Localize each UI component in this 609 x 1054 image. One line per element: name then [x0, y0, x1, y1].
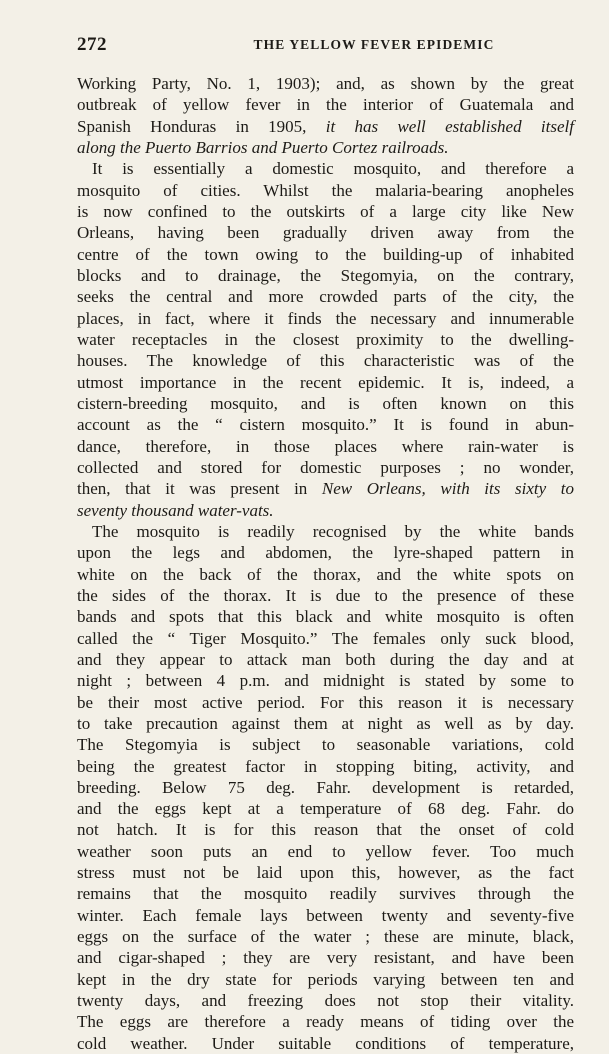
text-line-roman: outbreak of yellow fever in the interior of Guatemala and — [77, 95, 574, 115]
text-line — [77, 372, 574, 393]
body-text — [77, 73, 574, 1054]
text-line-roman: collected and stored for domestic purposes ; no wonder, — [77, 457, 574, 477]
text-line-roman: Working Party, No. 1, 1903); and, as shown by the great — [77, 74, 574, 93]
text-line — [77, 201, 574, 222]
text-line — [77, 265, 574, 286]
text-line — [77, 628, 574, 649]
text-line — [77, 692, 574, 713]
text-line — [77, 94, 574, 115]
text-line — [77, 180, 574, 201]
text-line — [77, 137, 574, 158]
text-line — [77, 329, 574, 350]
text-line — [77, 883, 574, 904]
text-line-roman: upon the legs and abdomen, the lyre-shaped pattern in — [77, 543, 574, 563]
text-line-roman: called the “ Tiger Mosquito.” The females only suck blood, — [77, 628, 574, 648]
text-line — [77, 222, 574, 243]
text-line-roman: The eggs are therefore a ready means of tiding over the — [77, 1012, 574, 1032]
text-line — [77, 649, 574, 670]
text-line — [77, 564, 574, 585]
text-line-italic: along the Puerto Barrios and Puerto Cortez railroads. — [77, 137, 449, 157]
text-line — [77, 670, 574, 691]
text-line — [77, 414, 574, 435]
text-line — [77, 308, 574, 329]
text-line-roman: white on the back of the thorax, and the white spots on — [77, 564, 574, 584]
text-line-roman: The Stegomyia is subject to seasonable variations, cold — [77, 735, 574, 755]
text-line — [77, 521, 574, 542]
text-line-italic: seventy thousand water-vats. — [77, 500, 274, 520]
text-line-roman: It is essentially a domestic mosquito, and therefore a — [92, 159, 574, 179]
text-line-roman: Orleans, having been gradually driven away from the — [77, 223, 574, 243]
text-line — [77, 990, 574, 1011]
text-line-roman: Spanish Honduras in 1905, — [77, 116, 326, 136]
text-line — [77, 756, 574, 777]
text-line-roman: cold weather. Under suitable conditions of temperature, — [77, 1033, 574, 1053]
text-line — [77, 286, 574, 307]
text-line — [77, 734, 574, 755]
text-line — [77, 457, 574, 478]
text-line — [77, 244, 574, 265]
text-line-roman: to take precaution against them at night as well as by day. — [77, 713, 574, 733]
text-line — [77, 158, 574, 179]
text-line — [77, 819, 574, 840]
text-line — [77, 947, 574, 968]
text-line — [77, 798, 574, 819]
text-line — [77, 500, 574, 521]
text-line — [77, 862, 574, 883]
text-line — [77, 393, 574, 414]
text-line — [77, 73, 574, 94]
text-line-roman: houses. The knowledge of this characteristic was of the — [77, 351, 574, 371]
text-line-roman: night ; between 4 p.m. and midnight is stated by some to — [77, 671, 574, 691]
text-line-roman: The mosquito is readily recognised by the white bands — [92, 521, 574, 541]
text-line-roman: water receptacles in the closest proximity to the dwelling- — [77, 329, 574, 349]
text-line-roman: is now confined to the outskirts of a large city like New — [77, 201, 574, 221]
text-line-roman: the sides of the thorax. It is due to the presence of these — [77, 585, 574, 605]
text-line-roman: account as the “ cistern mosquito.” It is found in abun- — [77, 415, 574, 435]
text-line — [77, 585, 574, 606]
text-line-roman: kept in the dry state for periods varying between ten and — [77, 969, 574, 989]
text-line-roman: mosquito of cities. Whilst the malaria-bearing anopheles — [77, 180, 574, 200]
text-line — [77, 1011, 574, 1032]
text-line-roman: remains that the mosquito readily survives through the — [77, 884, 574, 904]
text-line — [77, 478, 574, 499]
running-title: THE YELLOW FEVER EPIDEMIC — [253, 37, 495, 52]
text-line-roman: blocks and to drainage, the Stegomyia, on the contrary, — [77, 265, 574, 285]
page-number: 272 — [77, 34, 107, 55]
text-line-roman: dance, therefore, in those places where rain-water is — [77, 436, 574, 456]
text-line — [77, 926, 574, 947]
text-line-roman: winter. Each female lays between twenty and seventy-five — [77, 905, 574, 925]
text-line — [77, 777, 574, 798]
text-line-roman: stress must not be laid upon this, however, as the fact — [77, 863, 574, 883]
text-line-roman: and the eggs kept at a temperature of 68 deg. Fahr. do — [77, 799, 574, 819]
text-line-roman: then, that it was present in — [77, 479, 322, 499]
text-line — [77, 542, 574, 563]
text-line-roman: weather soon puts an end to yellow fever. Too much — [77, 841, 574, 861]
text-line-roman: utmost importance in the recent epidemic. It is, indeed, a — [77, 372, 574, 392]
text-line-italic: it has well established itself — [325, 116, 574, 136]
text-line — [77, 436, 574, 457]
text-line-roman: and cigar-shaped ; they are very resistant, and have been — [77, 948, 574, 968]
text-line-roman: places, in fact, where it finds the necessary and innumerable — [77, 308, 574, 328]
text-line — [77, 606, 574, 627]
text-line — [77, 905, 574, 926]
text-line-roman: twenty days, and freezing does not stop their vitality. — [77, 991, 574, 1011]
text-line-roman: seeks the central and more crowded parts of the city, the — [77, 287, 574, 307]
text-line-roman: bands and spots that this black and white mosquito is often — [77, 607, 574, 627]
text-line — [77, 841, 574, 862]
text-line-roman: being the greatest factor in stopping biting, activity, and — [77, 756, 574, 776]
text-line — [77, 969, 574, 990]
text-line-roman: not hatch. It is for this reason that the onset of cold — [77, 820, 574, 840]
text-line-roman: cistern-breeding mosquito, and is often known on this — [77, 393, 574, 413]
running-head — [77, 34, 574, 56]
text-line — [77, 116, 574, 137]
text-line-roman: be their most active period. For this reason it is necessary — [77, 692, 574, 712]
text-line — [77, 350, 574, 371]
text-line-italic: New Orleans, with its sixty to — [321, 479, 574, 499]
text-line-roman: centre of the town owing to the building-up of inhabited — [77, 244, 574, 264]
text-line-roman: breeding. Below 75 deg. Fahr. development is retarded, — [77, 777, 574, 797]
text-line-roman: eggs on the surface of the water ; these are minute, black, — [77, 927, 574, 947]
text-line — [77, 713, 574, 734]
text-line-roman: and they appear to attack man both during the day and at — [77, 649, 574, 669]
text-line — [77, 1033, 574, 1054]
